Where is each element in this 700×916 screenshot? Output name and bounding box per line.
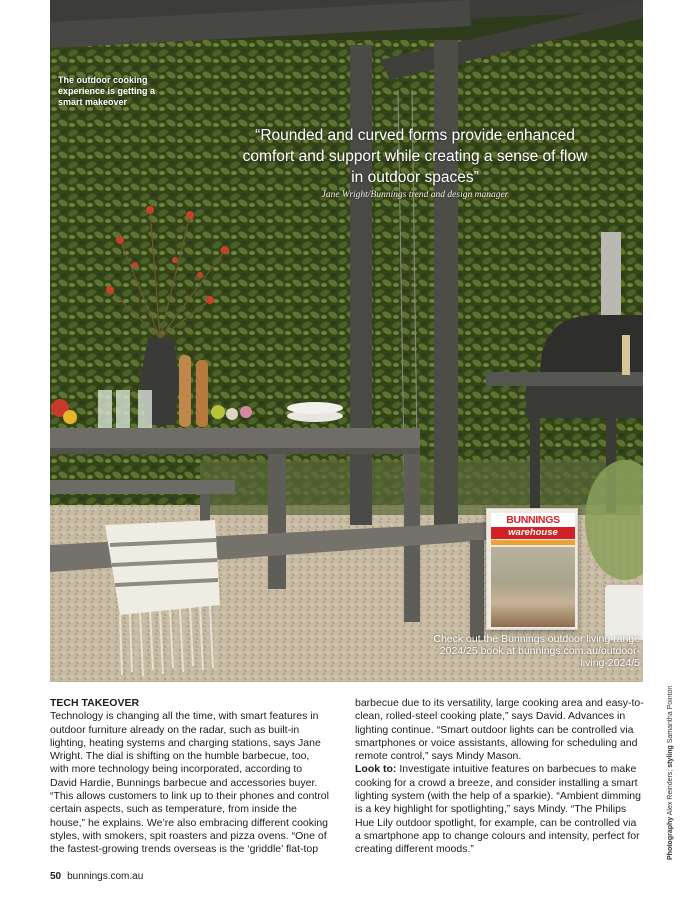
styling-name: Samantha Pointon	[667, 685, 674, 744]
look-to-label: Look to:	[355, 763, 397, 776]
pull-quote-attribution: Jane Wright/Bunnings trend and design manager	[321, 190, 509, 200]
page-number: 50	[50, 871, 62, 882]
footer-site: bunnings.com.au	[67, 871, 144, 882]
look-to-text: Investigate intuitive features on barbecues to make cooking for a crowd a breeze, and consider installing a smart lighting system (with the help of a sparkie). “Ambient dimming is a key highlight for spotlighting,” says Mindy. “The Philips Hue Lily outdoor spotlight, for example, can be controlled via a smartphone app to change colours and intensity, perfect for creating different moods.”	[355, 763, 641, 856]
article-paragraph: barbecue due to its versatility, large cooking area and easy-to-clean, rolled-steel cooking plate,” says David. Advances in lighting continue. “Smart outdoor lights can be controlled via smartphones or voice assistants, allowing for scheduling and remote control,” says Mindy Mason.	[355, 697, 644, 763]
article-column-right	[355, 697, 645, 857]
article-paragraph: Technology is changing all the time, with smart features in outdoor furniture already on the radar, such as built-in lighting, heating systems and charging stations, says Jane Wright. The dial is shifting on the humble barbecue, too, with more technology being incorporated, according to David Hardie, Bunnings barbecue and accessories buyer. “This allows customers to link up to their phones and control certain aspects, such as temperature, from inside the house,” he explains. We’re also embracing different cooking styles, with smokers, spit roasters and pizza ovens. “One of the fastest-growing trends overseas is the ‘griddle’ flat-top	[50, 710, 329, 856]
section-heading: TECH TAKEOVER	[50, 697, 140, 709]
photo-caption: The outdoor cooking experience is getting a smart makeover	[58, 75, 156, 107]
feature-photo	[50, 0, 643, 682]
catalogue-banner-strip	[491, 540, 575, 545]
photography-name: Alex Reinders	[667, 771, 674, 816]
pull-quote: “Rounded and curved forms provide enhanced comfort and support while creating a sense of flow in outdoor spaces”	[242, 127, 588, 186]
catalogue-caption: Check out the Bunnings outdoor living range 2024/25 book at bunnings.com.au/outdoor-living-2024/5	[433, 633, 640, 669]
article-column-left	[50, 697, 330, 857]
catalogue-cover-photo	[491, 547, 575, 627]
photo-credits	[664, 685, 678, 860]
page-footer	[50, 871, 143, 882]
catalogue-cover-image	[486, 508, 578, 630]
photography-label: Photography	[667, 816, 674, 860]
photo-credits-text: Photography Alex Reinders; styling Samantha Pointon	[667, 685, 674, 860]
catalogue-logo-top: BUNNINGS	[491, 513, 575, 527]
article-paragraph	[355, 763, 645, 856]
catalogue-logo-bottom: warehouse	[491, 527, 575, 539]
styling-label: styling	[667, 745, 674, 768]
